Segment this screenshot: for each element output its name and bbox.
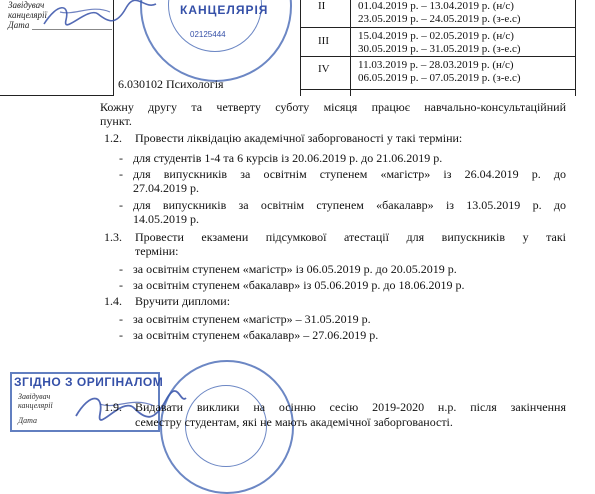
bullet-dash: -: [119, 262, 123, 276]
item-number: 1.9.: [104, 400, 122, 414]
item-number: 1.4.: [104, 294, 122, 308]
note-line: пункт.: [100, 114, 132, 128]
bullet-text: для випускників за освітнім ступенем «бакалавр» із 13.05.2019 р. до: [133, 198, 566, 212]
bullet-dash: -: [119, 167, 123, 181]
bullet-text: за освітнім ступенем «магістр» із 06.05.2019 р. до 20.05.2019 р.: [133, 262, 457, 276]
date-range: 01.04.2019 р. – 13.04.2019 р. (н/с): [358, 0, 514, 12]
bullet-text: 27.04.2019 р.: [133, 181, 199, 195]
date-range: 30.05.2019 р. – 31.05.2019 р. (з-е.с): [358, 43, 521, 55]
item-title: терміни:: [135, 244, 179, 258]
item-number: 1.3.: [104, 230, 122, 244]
stamp-title: КАНЦЕЛЯРІЯ: [180, 3, 269, 17]
bullet-text: 14.05.2019 р.: [133, 212, 199, 226]
item-title: Провести екзамени підсумкової атестації для випускників у такі: [135, 230, 566, 244]
bullet-text: для студентів 1-4 та 6 курсів із 20.06.2019 р. до 21.06.2019 р.: [133, 151, 443, 165]
bullet-text: за освітнім ступенем «бакалавр» із 05.06.2019 р. до 18.06.2019 р.: [133, 278, 465, 292]
stamp-field-date: Дата: [8, 20, 30, 30]
bullet-dash: -: [119, 312, 123, 326]
stamp-field-head: Завідувач канцелярії: [8, 0, 48, 20]
stamp-field: Завідувач: [18, 392, 51, 401]
course-label: IV: [318, 63, 330, 75]
item-text: Видавати виклики на осінню сесію 2019-2020 н.р. після закінчення: [135, 400, 566, 414]
bullet-text: для випускників за освітнім ступенем «магістр» із 26.04.2019 р. до: [133, 167, 566, 181]
course-label: II: [318, 0, 326, 12]
stamp-code: 02125444: [190, 30, 226, 39]
item-text: семестру студентам, які не мають академічної заборгованості.: [135, 415, 453, 429]
bullet-text: за освітнім ступенем «бакалавр» – 27.06.2019 р.: [133, 328, 379, 342]
bullet-dash: -: [119, 328, 123, 342]
bullet-dash: -: [119, 198, 123, 212]
bullet-dash: -: [119, 151, 123, 165]
item-title: Вручити дипломи:: [135, 294, 231, 308]
stamp-title: ЗГІДНО З ОРИГІНАЛОМ: [14, 375, 164, 389]
item-number: 1.2.: [104, 131, 122, 145]
date-range: 23.05.2019 р. – 24.05.2019 р. (з-е.с): [358, 13, 521, 25]
item-title: Провести ліквідацію академічної заборгованості у такі терміни:: [135, 131, 463, 145]
date-range: 15.04.2019 р. – 02.05.2019 р. (н/с): [358, 30, 514, 42]
stamp-field: канцелярії: [18, 401, 53, 410]
bullet-text: за освітнім ступенем «магістр» – 31.05.2019 р.: [133, 312, 371, 326]
note-line: Кожну другу та четверту суботу місяця працює навчально-консультаційний: [100, 100, 566, 114]
date-range: 11.03.2019 р. – 28.03.2019 р. (н/с): [358, 59, 514, 71]
date-range: 06.05.2019 р. – 07.05.2019 р. (з-е.с): [358, 72, 521, 84]
bullet-dash: -: [119, 278, 123, 292]
stamp-field: Дата: [18, 416, 37, 425]
course-label: III: [318, 35, 329, 47]
specialty-text: 6.030102 Психологія: [118, 77, 224, 91]
